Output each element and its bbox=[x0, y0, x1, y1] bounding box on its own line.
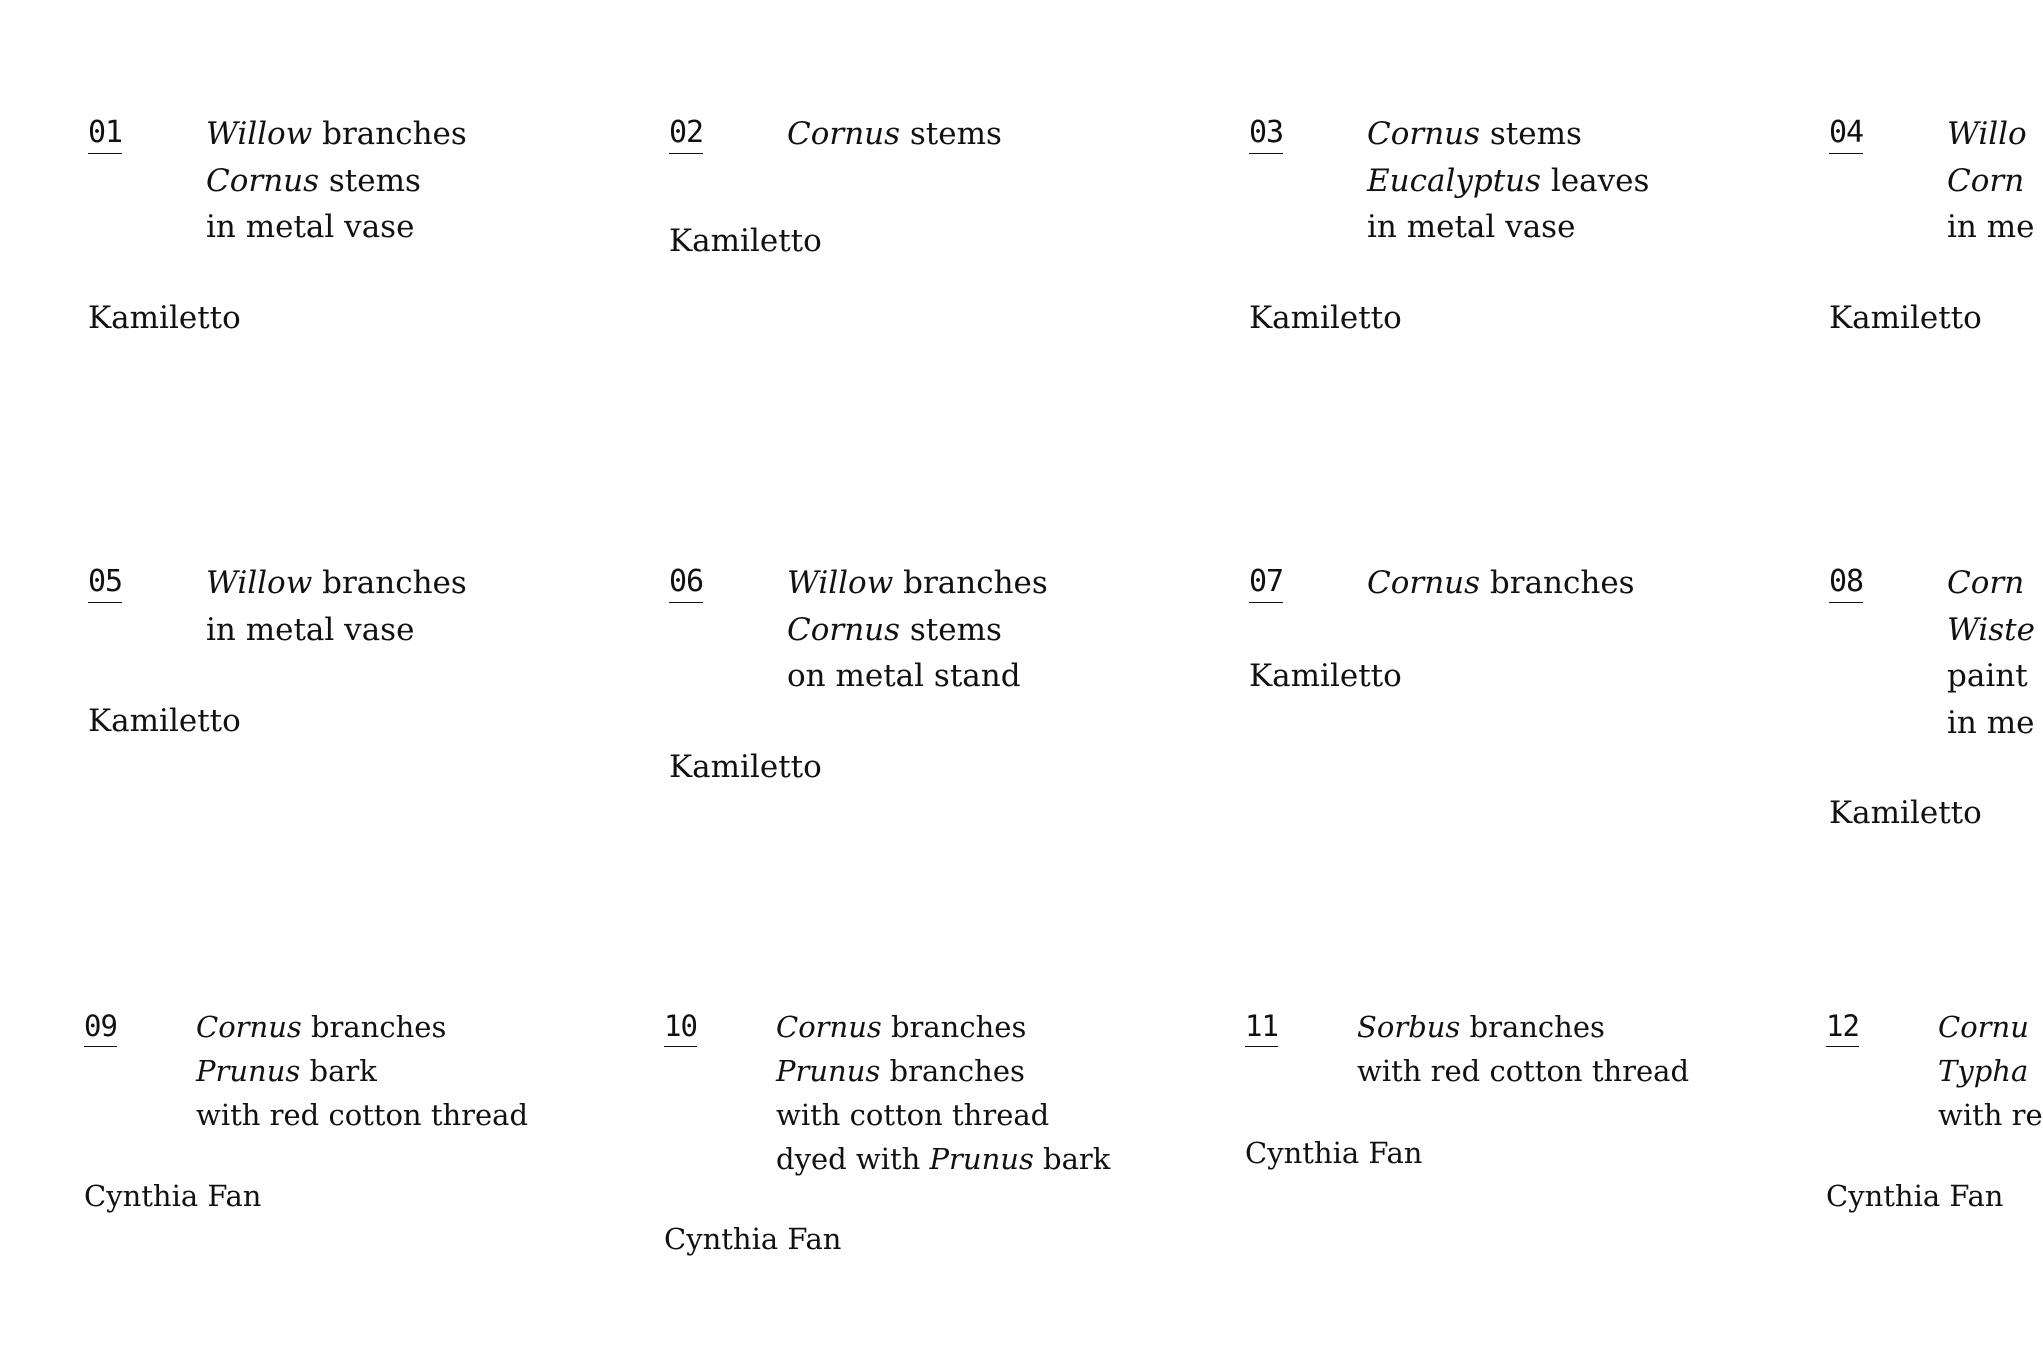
entry-number: 03 bbox=[1249, 118, 1283, 154]
description-text: stems bbox=[900, 116, 1002, 152]
species-name: Sorbus bbox=[1357, 1010, 1461, 1044]
description-text: bark bbox=[1033, 1142, 1111, 1176]
description-line bbox=[776, 1005, 1110, 1049]
entry-description bbox=[1367, 111, 1649, 251]
description-line bbox=[196, 1005, 528, 1049]
description-line bbox=[1947, 560, 2035, 607]
description-line bbox=[776, 1137, 1110, 1181]
entry-number: 07 bbox=[1249, 567, 1283, 603]
description-text: branches bbox=[1460, 1010, 1605, 1044]
description-line bbox=[196, 1093, 528, 1137]
description-text: stems bbox=[319, 162, 421, 199]
species-name: Willo bbox=[1947, 116, 2027, 152]
artist-name: Cynthia Fan bbox=[84, 1179, 262, 1213]
species-name: Cornus bbox=[1367, 565, 1481, 601]
description-line bbox=[1947, 204, 2034, 251]
description-text: in metal vase bbox=[206, 209, 415, 245]
artist-name: Kamiletto bbox=[669, 749, 822, 785]
species-name: Willow bbox=[206, 565, 313, 601]
entry-number: 12 bbox=[1826, 1012, 1859, 1047]
description-line bbox=[776, 1049, 1110, 1093]
entry-description bbox=[787, 111, 1002, 158]
description-line bbox=[1947, 158, 2034, 205]
entry-number: 02 bbox=[669, 118, 703, 154]
description-text: stems bbox=[1480, 116, 1582, 152]
description-line bbox=[1938, 1093, 2043, 1137]
entry-number: 10 bbox=[664, 1012, 697, 1047]
artist-name: Kamiletto bbox=[669, 223, 822, 259]
entry-description bbox=[1947, 560, 2035, 746]
species-name: Corn bbox=[1947, 565, 2025, 601]
artist-name: Kamiletto bbox=[88, 703, 241, 739]
description-text: branches bbox=[301, 1010, 447, 1044]
species-name: Cornu bbox=[1938, 1010, 2029, 1044]
description-text: with red cotton thread bbox=[1357, 1054, 1690, 1088]
entry-description bbox=[196, 1005, 528, 1137]
species-name: Cornus bbox=[206, 162, 320, 199]
description-line bbox=[1367, 111, 1649, 158]
description-text: bark bbox=[300, 1054, 377, 1088]
description-line bbox=[206, 158, 467, 205]
description-text: on metal stand bbox=[787, 658, 1021, 694]
description-text: leaves bbox=[1541, 162, 1650, 199]
species-name: Typha bbox=[1938, 1054, 2029, 1088]
species-name: Cornus bbox=[787, 116, 901, 152]
description-text: in me bbox=[1947, 209, 2035, 245]
entry-description bbox=[1947, 111, 2034, 251]
entry-number: 06 bbox=[669, 567, 703, 603]
entry-description bbox=[776, 1005, 1110, 1181]
entry-number: 11 bbox=[1245, 1012, 1278, 1047]
description-line bbox=[787, 111, 1002, 158]
entry-description bbox=[1938, 1005, 2043, 1137]
artist-name: Kamiletto bbox=[88, 300, 241, 336]
species-name: Prunus bbox=[776, 1054, 881, 1088]
description-line bbox=[1357, 1005, 1689, 1049]
artist-name: Kamiletto bbox=[1249, 300, 1402, 336]
description-line bbox=[1367, 204, 1649, 251]
description-line bbox=[1938, 1049, 2043, 1093]
artist-name: Kamiletto bbox=[1829, 300, 1982, 336]
description-text: dyed with bbox=[776, 1142, 930, 1176]
description-line bbox=[1947, 653, 2035, 700]
description-line bbox=[206, 560, 467, 607]
description-text: branches bbox=[312, 116, 467, 152]
description-line bbox=[206, 111, 467, 158]
species-name: Corn bbox=[1947, 162, 2025, 199]
description-text: with cotton thread bbox=[776, 1098, 1050, 1132]
entry-number: 08 bbox=[1829, 567, 1863, 603]
description-line bbox=[787, 607, 1048, 654]
entry-number: 01 bbox=[88, 118, 122, 154]
species-name: Cornus bbox=[776, 1010, 882, 1044]
entry-description bbox=[206, 111, 467, 251]
artist-name: Kamiletto bbox=[1249, 658, 1402, 694]
description-text: in me bbox=[1947, 704, 2035, 741]
description-line bbox=[206, 607, 467, 654]
description-text: in metal vase bbox=[1367, 209, 1576, 245]
species-name: Prunus bbox=[929, 1142, 1034, 1176]
description-line bbox=[1367, 158, 1649, 205]
description-text: with re bbox=[1938, 1098, 2043, 1132]
description-line bbox=[1947, 607, 2035, 654]
entry-description bbox=[206, 560, 467, 653]
species-name: Cornus bbox=[196, 1010, 302, 1044]
entry-description bbox=[1367, 560, 1635, 607]
species-name: Cornus bbox=[1367, 116, 1481, 152]
description-text: paint bbox=[1947, 658, 2028, 694]
description-line bbox=[1367, 560, 1635, 607]
description-line bbox=[776, 1093, 1110, 1137]
description-text: in metal vase bbox=[206, 611, 415, 648]
description-text: branches bbox=[1480, 565, 1635, 601]
species-name: Willow bbox=[787, 565, 894, 601]
description-text: branches bbox=[881, 1010, 1027, 1044]
description-line bbox=[196, 1049, 528, 1093]
description-line bbox=[1357, 1049, 1689, 1093]
description-line bbox=[1947, 700, 2035, 747]
artist-name: Cynthia Fan bbox=[664, 1222, 842, 1256]
species-name: Wiste bbox=[1947, 611, 2035, 648]
artist-name: Kamiletto bbox=[1829, 795, 1982, 831]
description-line bbox=[1947, 111, 2034, 158]
description-line bbox=[787, 653, 1048, 700]
entry-number: 04 bbox=[1829, 118, 1863, 154]
artist-name: Cynthia Fan bbox=[1826, 1179, 2004, 1213]
species-name: Eucalyptus bbox=[1367, 162, 1542, 199]
description-line bbox=[1938, 1005, 2043, 1049]
entry-number: 05 bbox=[88, 567, 122, 603]
description-line bbox=[787, 560, 1048, 607]
artist-name: Cynthia Fan bbox=[1245, 1136, 1423, 1170]
description-line bbox=[206, 204, 467, 251]
entry-description bbox=[1357, 1005, 1689, 1093]
description-text: branches bbox=[893, 565, 1048, 601]
species-name: Willow bbox=[206, 116, 313, 152]
description-text: stems bbox=[900, 611, 1002, 648]
entry-description bbox=[787, 560, 1048, 700]
description-text: branches bbox=[312, 565, 467, 601]
description-text: branches bbox=[880, 1054, 1025, 1088]
entry-number: 09 bbox=[84, 1012, 117, 1047]
species-name: Prunus bbox=[196, 1054, 301, 1088]
species-name: Cornus bbox=[787, 611, 901, 648]
description-text: with red cotton thread bbox=[196, 1098, 529, 1132]
